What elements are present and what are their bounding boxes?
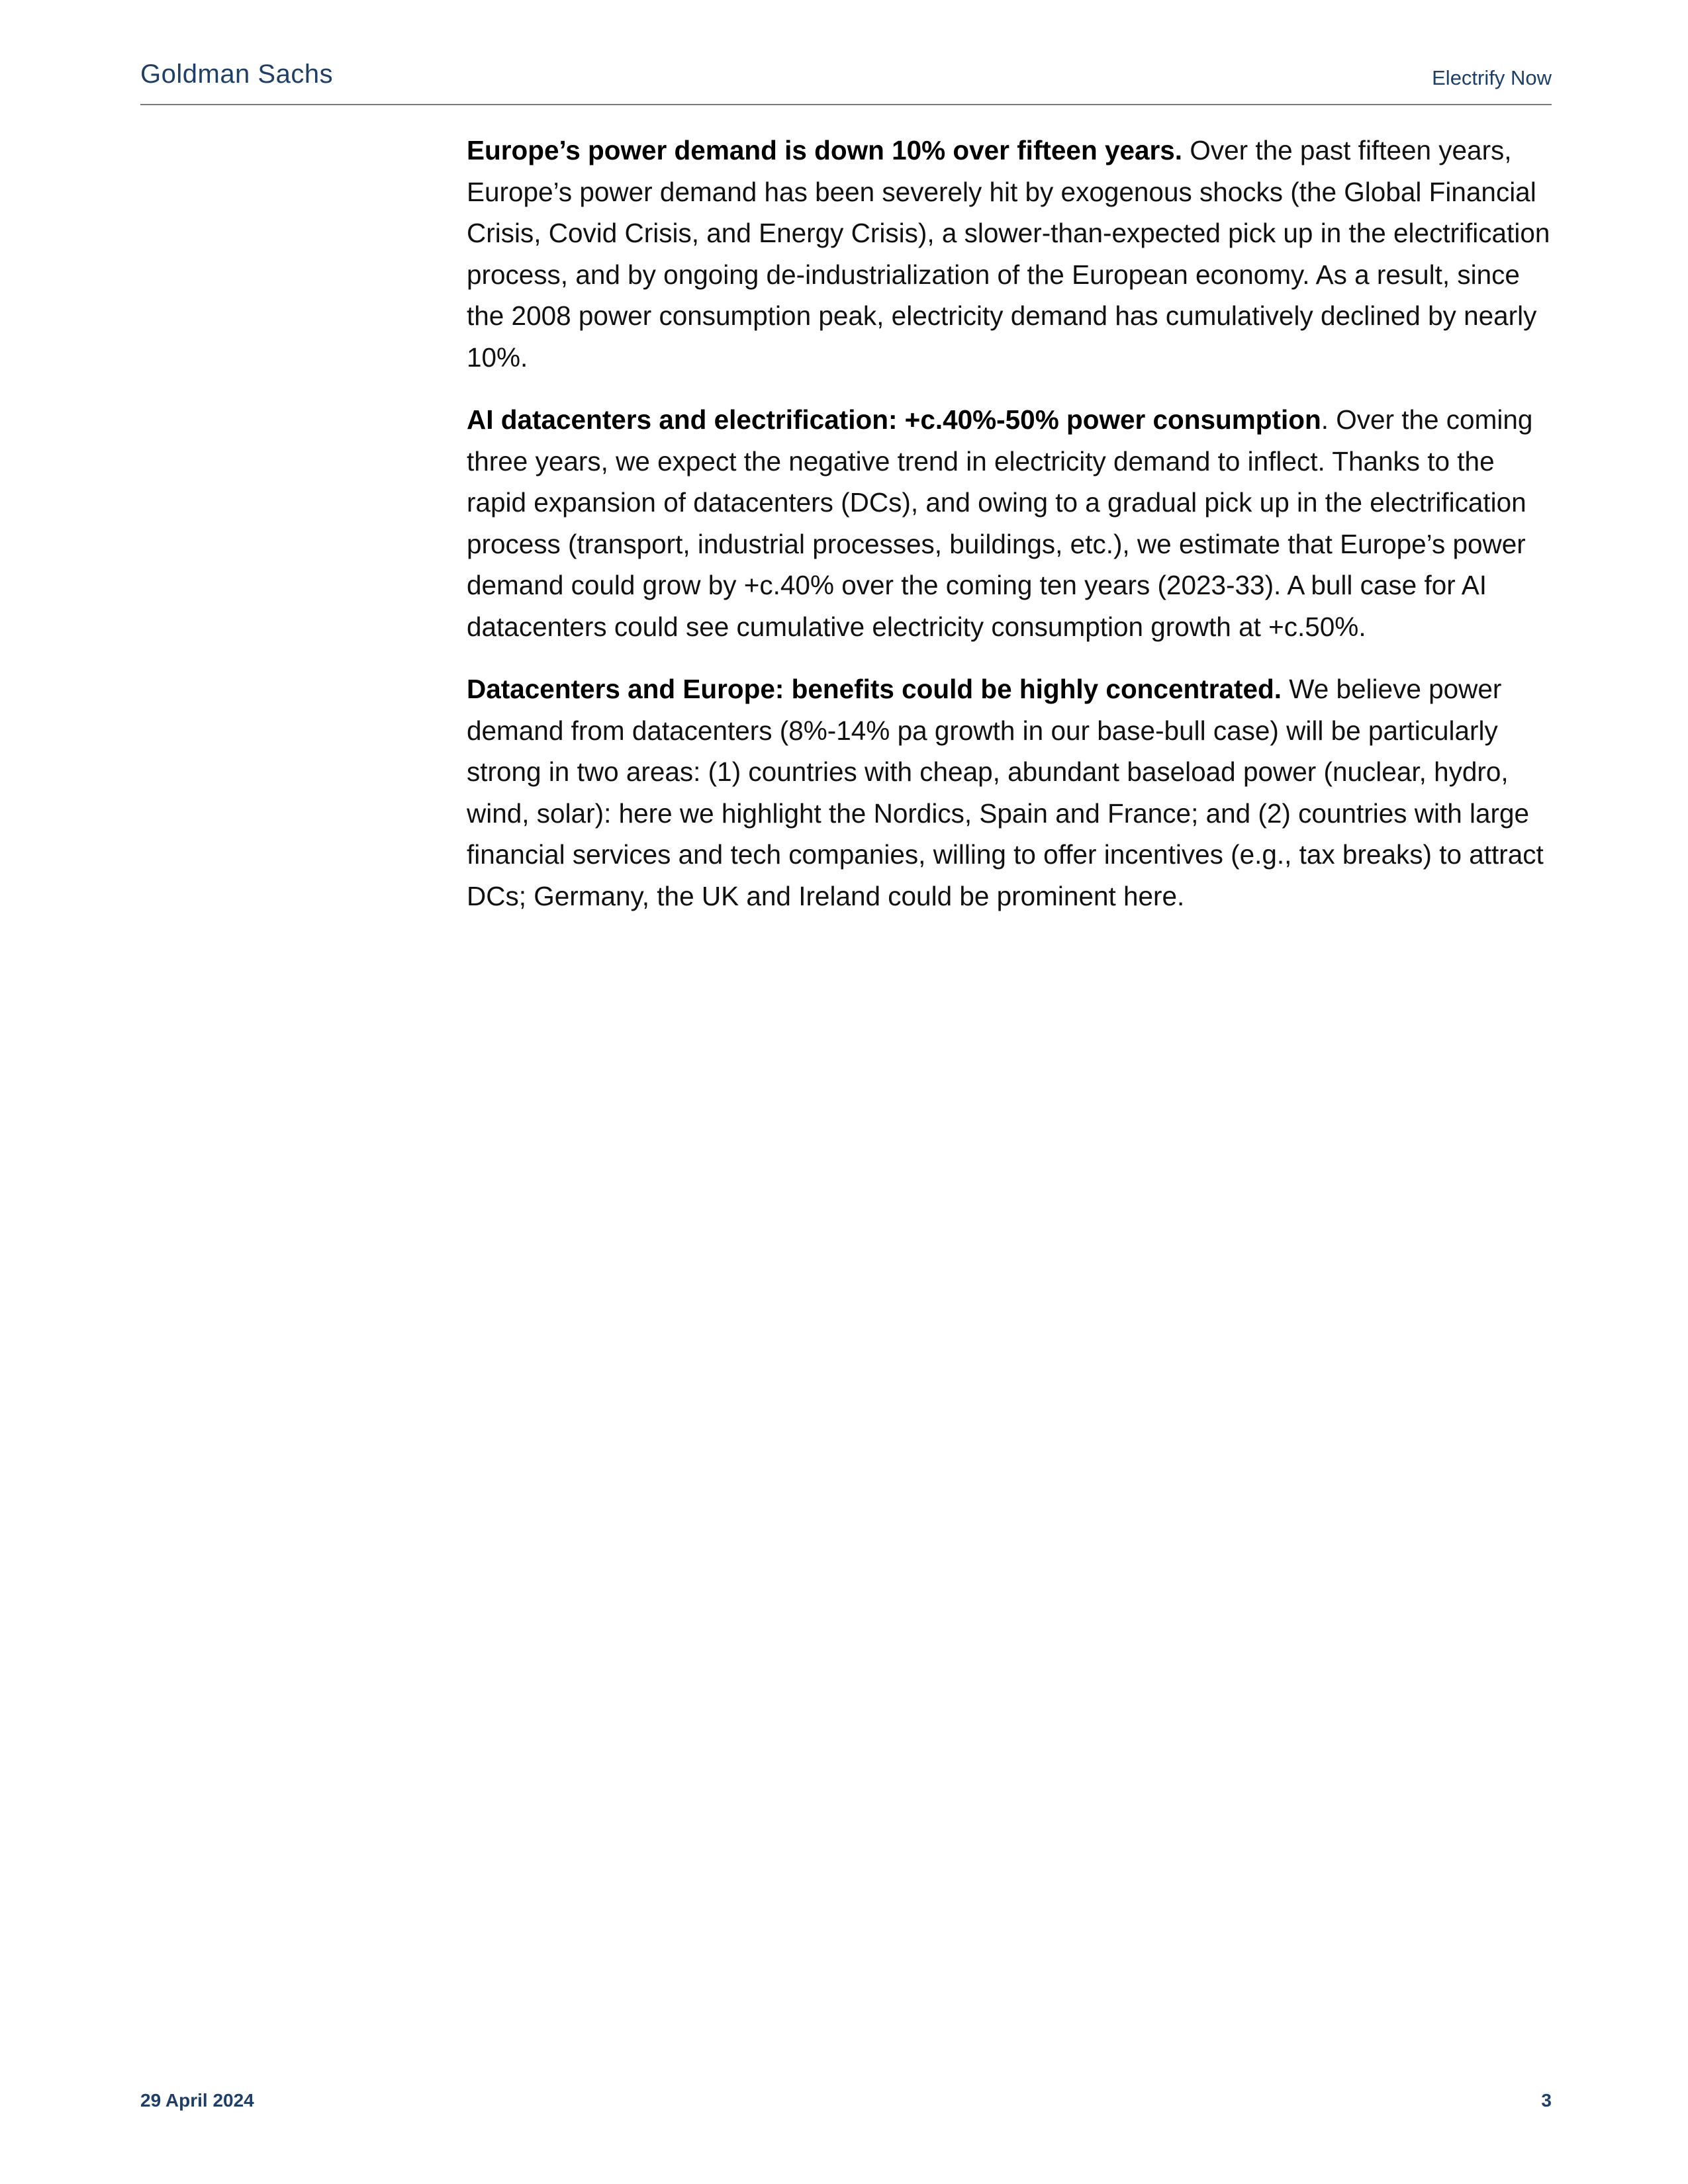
paragraph-lead: Europe’s power demand is down 10% over fifteen years. <box>467 135 1183 165</box>
paragraph-body: . Over the coming three years, we expect the negative trend in electricity demand to inflect. Thanks to the rapid expansion of datacenters (DCs), and owing to a gradual pick up in the electrification process (transport, industrial processes, buildings, etc.), we estimate that Europe’s power demand could grow by +c.40% over the coming ten years (2023-33). A bull case for AI datacenters could see cumulative electricity consumption growth at +c.50%. <box>467 404 1533 642</box>
footer-date: 29 April 2024 <box>140 2090 254 2111</box>
brand-name: Goldman Sachs <box>140 60 334 89</box>
header-divider <box>140 104 1552 105</box>
paragraph-lead: AI datacenters and electrification: +c.40%-50% power consumption <box>467 404 1321 435</box>
paragraph-datacenters-europe <box>467 668 1552 917</box>
page-number: 3 <box>1541 2090 1552 2111</box>
paragraph-lead: Datacenters and Europe: benefits could be highly concentrated. <box>467 674 1282 704</box>
paragraph-ai-datacenters-electrification <box>467 399 1552 647</box>
paragraph-body: Over the past fifteen years, Europe’s power demand has been severely hit by exogenous shocks (the Global Financial Crisis, Covid Crisis, and Energy Crisis), a slower-than-expected pick up in the electrification process, and by ongoing de-industrialization of the European economy. As a result, since the 2008 power consumption peak, electricity demand has cumulatively declined by nearly 10%. <box>467 135 1550 373</box>
paragraph-power-demand-decline <box>467 130 1552 378</box>
page-header <box>140 56 1552 105</box>
report-title: Electrify Now <box>1432 66 1552 89</box>
paragraph-body: We believe power demand from datacenters (8%-14% pa growth in our base-bull case) will be particularly strong in two areas: (1) countries with cheap, abundant baseload power (nuclear, hydro, wind, solar): here we highlight the Nordics, Spain and France; and (2) countries with large financial services and tech companies, willing to offer incentives (e.g., tax breaks) to attract DCs; Germany, the UK and Ireland could be prominent here. <box>467 674 1544 911</box>
body-text <box>467 130 1552 938</box>
